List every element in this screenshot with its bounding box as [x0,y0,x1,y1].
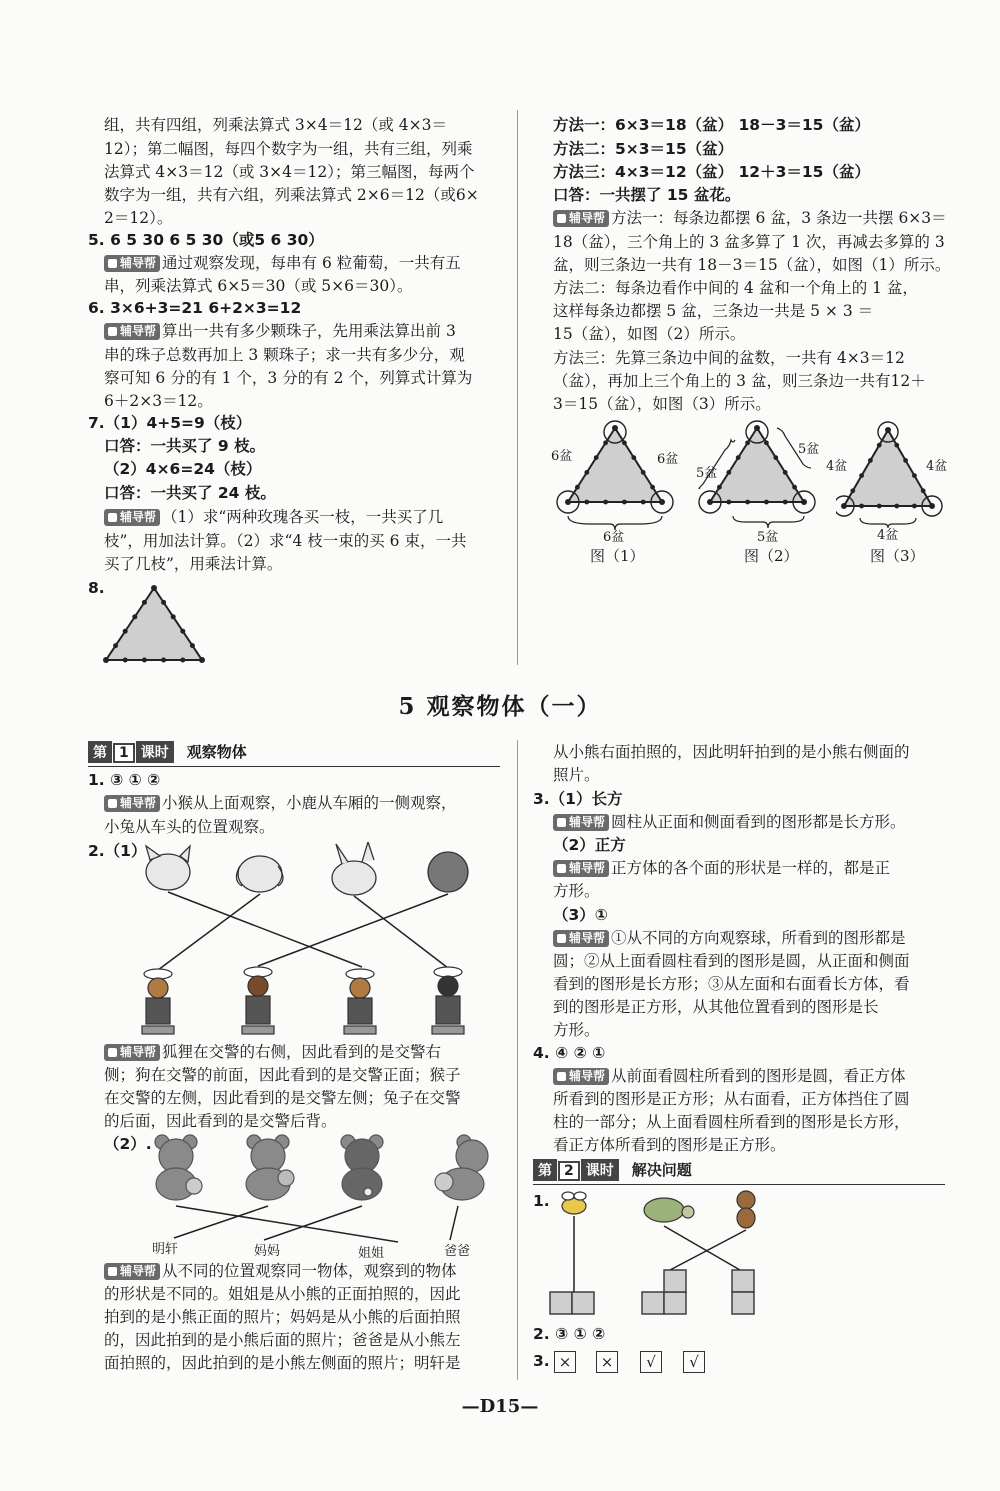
q7-answer-2: （2）4×6=24（枝） [104,460,262,478]
text-line: 方形。 [553,1021,600,1039]
lesson-title: 解决问题 [631,1161,692,1179]
book-icon [557,864,566,873]
text-line: 在交警的左侧，因此看到的是交警左侧；兔子在交警 [104,1089,461,1107]
page-number: —D15— [461,1396,539,1417]
l1-q1-answer: 1. ③ ① ② [88,771,161,789]
fig2-right-label: 5盆 [798,442,820,457]
method-1: 方法一：6×3＝18（盆） 18－3＝15（盆） [553,116,870,134]
text-line: 数字为一组，共有六组，列乘法算式 2×6＝12（或6× [104,186,479,204]
lesson-1-underline [88,766,500,767]
text-line: 到的图形是正方形，从其他位置看到的图形是长 [553,998,879,1016]
help-tag: 辅导帮 [104,509,160,526]
l1-q4-answer: 4. ④ ② ① [533,1044,606,1062]
lesson-suffix: 课时 [136,741,174,763]
fig3-right-label: 4盆 [926,459,948,474]
book-icon [108,1267,117,1276]
fig3-caption: 图（3） [870,547,925,565]
text-line: 串，列乘法算式 6×5＝30（或 5×6＝30）。 [104,277,413,295]
l1-q2b-help: 辅导帮 从不同的位置观察同一物体，观察到的物体 [104,1260,457,1283]
monkey-head-icon [428,852,468,892]
help-tag: 辅导帮 [553,814,609,831]
book-icon [108,259,117,268]
help-tag: 辅导帮 [553,210,609,227]
q5-answer: 5. 6 5 30 6 5 30（或5 6 30） [88,231,324,249]
l1-q3-2-help: 辅导帮 正方体的各个面的形状是一样的，都是正 [553,857,890,880]
column-divider [517,740,518,1380]
text-line: 圆；②从上面看圆柱看到的图形是圆，从正面和侧面 [553,952,910,970]
help-tag: 辅导帮 [104,323,160,340]
check-box: × [554,1351,576,1373]
lesson-prefix: 第 [88,741,112,763]
bear-rear-icon [341,1135,383,1200]
help-tag: 辅导帮 [104,1044,160,1061]
text-line: 串的珠子总数再加上 3 颗珠子；求一共有多少分，观 [104,346,465,364]
q8-label: 8. [88,579,105,597]
text-line: 察可知 6 分的有 1 个，3 分的有 2 个，列算式计算为 [104,369,473,387]
l1-q2-help: 辅导帮 狐狸在交警的右侧，因此看到的是交警右 [104,1041,441,1064]
book-icon [108,1048,117,1057]
q6-answer: 6. 3×6+3=21 6+2×3=12 [88,299,302,317]
text-line: 法算式 4×3＝12（或 3×4＝12）；第三幅图，每两个 [104,163,475,181]
l1-q1-help: 辅导帮 小猴从上面观察，小鹿从车厢的一侧观察， [104,792,457,815]
text-line: 看到的图形是长方形；③从左面和右面看长方体，看 [553,975,910,993]
lesson-number: 1 [113,743,135,763]
text-line: 12）；第二幅图，每四个数字为一组，共有三组，列乘 [104,140,473,158]
text-line: 柱的一部分；从上面看圆柱所看到的图形是长方形， [553,1113,910,1131]
l1-q2-label: 2.（1） [88,842,147,860]
l2-q2-answer: 2. ③ ① ② [533,1325,606,1343]
figure-2-triangle [695,418,848,543]
lesson-2-underline [533,1184,945,1185]
help-tag: 辅导帮 [553,930,609,947]
method-2: 方法二：5×3＝15（盆） [553,140,734,158]
methods-help: 辅导帮 方法一：每条边都摆 6 盆，3 条边一共摆 6×3＝ [553,207,947,230]
fig3-bottom-label: 4盆 [877,528,899,543]
bear-name: 明轩 [152,1242,179,1257]
l1-q3-3-answer: （3）① [553,906,608,924]
text-line: 看正方体所看到的图形是正方形。 [553,1136,786,1154]
lesson-prefix: 第 [533,1159,557,1181]
book-icon [557,1072,566,1081]
lesson-1-header [88,741,247,767]
dog-head-icon [238,856,282,892]
fig1-left-label: 6盆 [551,449,573,464]
text-line: 面拍照的，因此拍到的是小熊左侧面的照片；明轩是 [104,1354,461,1372]
help-tag: 辅导帮 [104,255,160,272]
q6-help: 辅导帮 算出一共有多少颗珠子，先用乘法算出前 3 [104,320,456,343]
l1-q3-2-answer: （2）正方 [553,836,626,854]
text-line: 盆，则三条边一共有 18－3＝15（盆），如图（1）所示。 [553,256,951,274]
text-line: 15（盆），如图（2）所示。 [553,325,746,343]
text-line: 方形。 [553,882,600,900]
fig1-caption: 图（1） [590,547,645,565]
text-line: 3＝15（盆），如图（3）所示。 [553,395,771,413]
check-box: × [596,1351,618,1373]
method-3: 方法三：4×3＝12（盆） 12＋3＝15（盆） [553,163,870,181]
l1-q2b-label: （2）. [104,1135,152,1153]
lesson-number: 2 [558,1161,580,1181]
book-icon [108,799,117,808]
fig2-bottom-label: 5盆 [757,530,779,545]
text-line: 所看到的图形是正方形；从右面看，正方体挡住了圆 [553,1090,910,1108]
monkey-icon [737,1191,755,1228]
l1-q4-help: 辅导帮 从前面看圆柱所看到的图形是圆，看正方体 [553,1065,906,1088]
help-tag: 辅导帮 [104,795,160,812]
fig1-bottom-label: 6盆 [603,530,625,545]
text-line: 照片。 [553,766,600,784]
book-icon [108,327,117,336]
check-box: √ [683,1351,705,1373]
fig3-left-label: 4盆 [826,459,848,474]
text-line: 这样每条边都摆 5 盆，三条边一共是 5 × 3 ＝ [553,302,874,320]
fig1-right-label: 6盆 [657,452,679,467]
text-line: 小兔从车头的位置观察。 [104,818,275,836]
animals-police-matching-figure [128,842,488,1038]
q7-answer-1: 7.（1）4+5=9（枝） [88,414,252,432]
text-line: 6＋2×3＝12。 [104,392,213,410]
bear-back-icon [246,1135,294,1200]
q8-triangle-figure [98,580,210,666]
text-line: 方法二：每条边看作中间的 4 盆和一个角上的 1 盆， [553,279,918,297]
block-views-matching-figure [540,1186,780,1316]
l2-q1-label: 1. [533,1192,550,1210]
help-tag: 辅导帮 [553,1068,609,1085]
bear-name: 爸爸 [444,1244,471,1259]
text-line: 的，因此拍到的是小熊后面的照片；爸爸是从小熊左 [104,1331,461,1349]
bee-icon [562,1192,586,1214]
book-icon [557,214,566,223]
l1-q3-1-help: 辅导帮 圆柱从正面和侧面看到的图形都是长方形。 [553,811,906,834]
l1-q3-1-answer: 3.（1）长方 [533,790,623,808]
q5-help: 辅导帮 通过观察发现，每串有 6 粒葡萄，一共有五 [104,252,461,275]
text-line: （盆），再加上三个角上的 3 盆，则三条边一共有12＋ [553,372,926,390]
traffic-police-figures [142,967,464,1034]
chapter-title: 5 观察物体（一） [398,693,602,720]
figure-1-triangle [550,418,700,543]
lesson-2-header [533,1159,692,1185]
text-line: 侧；狗在交警的前面，因此看到的是交警正面；猴子 [104,1066,461,1084]
bear-side-icon [435,1135,488,1200]
text-line: 枝”，用加法计算。（2）求“4 枝一束的买 6 束，一共 [104,532,467,550]
text-line: 组，共有四组，列乘法算式 3×4＝12（或 4×3＝ [104,116,447,134]
text-line: 18（盆），三个角上的 3 盆多算了 1 次，再减去多算的 3 [553,233,945,251]
text-line: 方法三：先算三条边中间的盆数，一共有 4×3＝12 [553,349,905,367]
rabbit-head-icon [332,861,376,895]
q7-answer-2-oral: 口答：一共买了 24 枝。 [104,484,276,502]
help-tag: 辅导帮 [553,860,609,877]
q7-help: 辅导帮 （1）求“两种玫瑰各买一枝，一共买了几 [104,506,443,529]
l1-q3-3-help: 辅导帮 ①从不同的方向观察球，所看到的图形都是 [553,927,906,950]
text-line: 从小熊右面拍照的，因此明轩拍到的是小熊右侧面的 [553,743,910,761]
bear-name: 妈妈 [254,1244,281,1259]
column-divider [517,110,518,665]
text-line: 的后面，因此看到的是交警后背。 [104,1112,337,1130]
help-tag: 辅导帮 [104,1263,160,1280]
bear-front-icon [155,1135,202,1200]
lesson-title: 观察物体 [186,743,247,761]
text-line: 拍到的是小熊正面的照片；妈妈是从小熊的后面拍照 [104,1308,461,1326]
lesson-suffix: 课时 [581,1159,619,1181]
text-line: 买了几枝”，用乘法计算。 [104,555,283,573]
book-icon [557,818,566,827]
q7-answer-1-oral: 口答：一共买了 9 枝。 [104,437,266,455]
bear-photos-matching-figure [140,1132,500,1257]
book-icon [557,934,566,943]
check-box: √ [640,1351,662,1373]
l2-q3-label: 3. [533,1352,550,1370]
book-icon [108,513,117,522]
turtle-icon [644,1198,694,1222]
text-line: 的形状是不同的。姐姐是从小熊的正面拍照的，因此 [104,1285,461,1303]
fig2-caption: 图（2） [744,547,799,565]
bear-name: 姐姐 [358,1246,385,1261]
text-line: 2＝12）。 [104,209,173,227]
oral-answer: 口答：一共摆了 15 盆花。 [553,186,741,204]
fig2-left-label: 5盆 [696,466,718,481]
